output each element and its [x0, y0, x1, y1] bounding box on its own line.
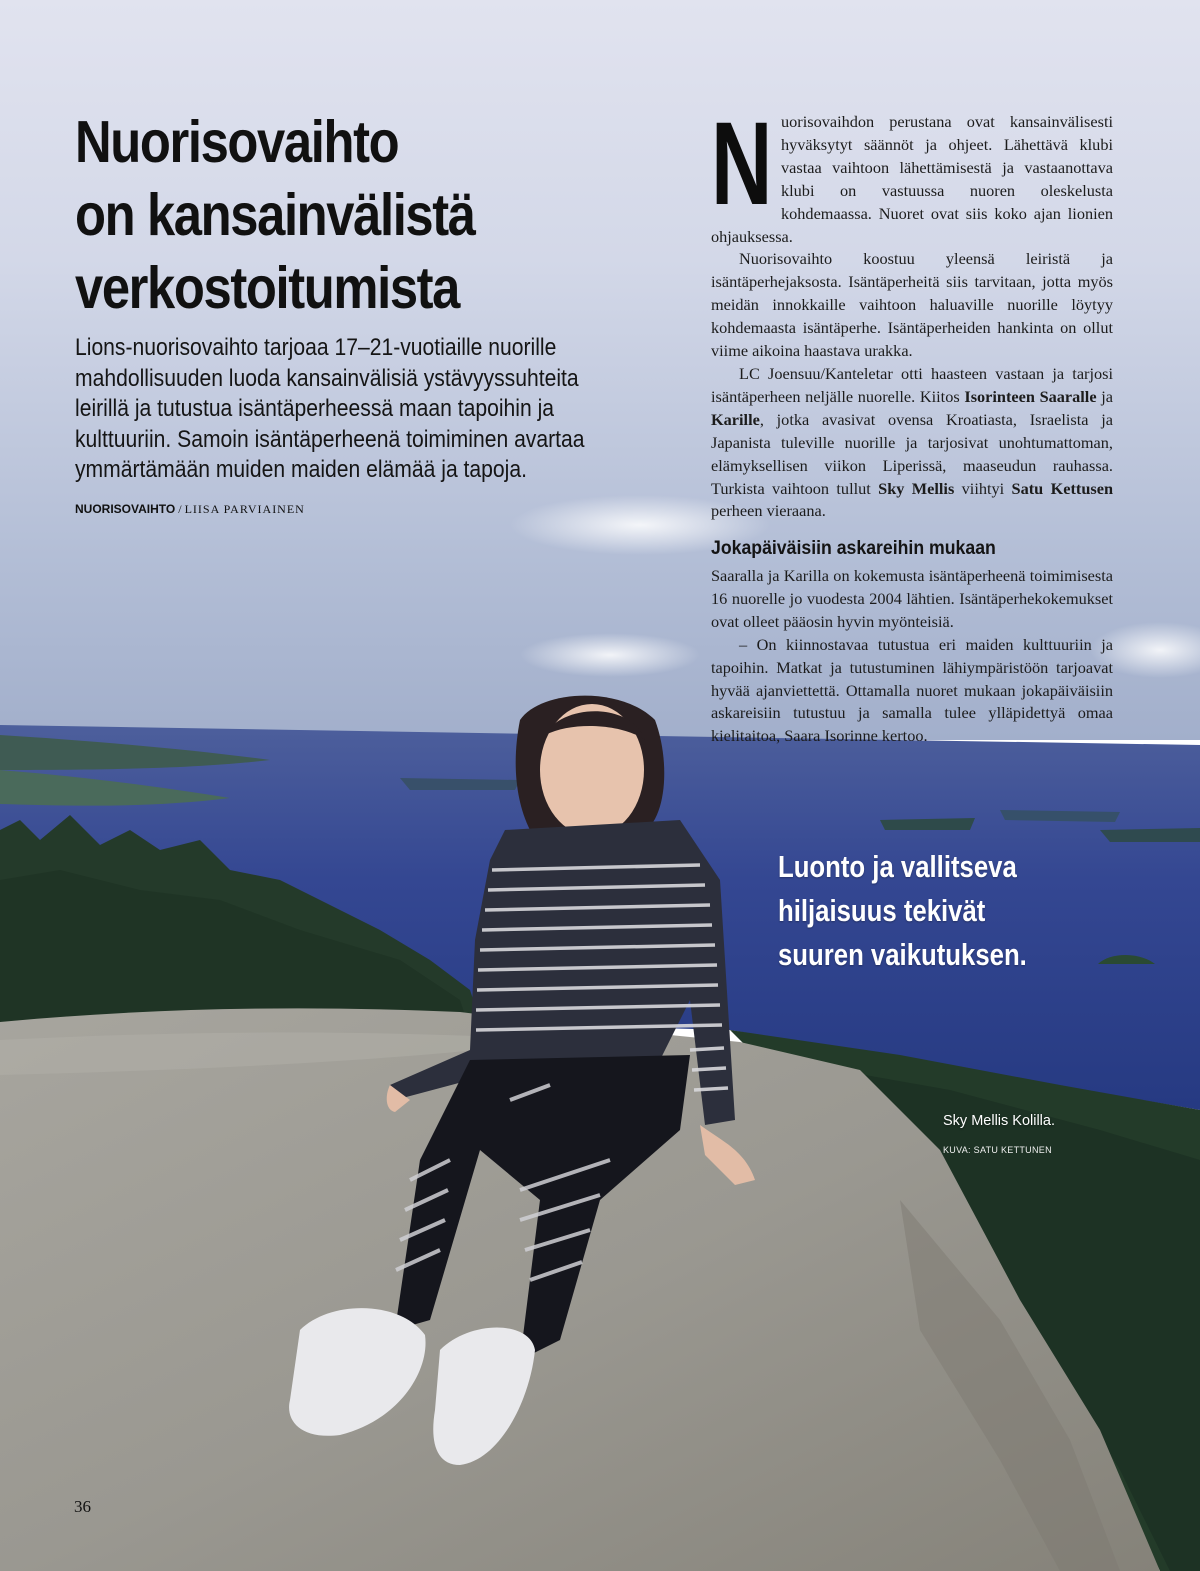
quote-line-2: hiljaisuus tekivät: [778, 893, 986, 928]
quote-line-3: suuren vaikutuksen.: [778, 937, 1027, 972]
body-paragraph-2: Nuorisovaihto koostuu yleensä leiristä ja isäntäperhejaksosta. Isäntäperheitä siis tarvitaan, jotta myös meidän innokkaille vaihtoon haluaville nuorille löytyy kohdemaasta isäntäperhe. Isäntäperheiden hankinta on ollut viime aikoina haastava urakka.: [711, 249, 1113, 361]
p3-bold-3: Sky Mellis: [878, 478, 955, 498]
photo-caption: Sky Mellis Kolilla.: [943, 1113, 1055, 1129]
p3-bold-4: Satu Kettusen: [1011, 478, 1113, 498]
p3-text-5: perheen vieraana.: [711, 501, 826, 521]
p3-bold-1: Isorinteen Saaralle: [964, 386, 1097, 406]
byline-author: LIISA PARVIAINEN: [184, 502, 305, 516]
byline: [75, 502, 305, 517]
paragraph-1-text: uorisovaihdon perustana ovat kansainvälisesti hyväksytyt säännöt ja ohjeet. Lähettävä klubi vastaa vaihtoon lähettämisestä ja vastaanottava klubi on vastuussa nuoren oleskelusta kohdemaassa. Nuoret ovat siis koko ajan lionien ohjauksessa.: [711, 112, 1113, 246]
article-body-column: [711, 98, 1113, 523]
pull-quote: [778, 845, 1052, 977]
p3-text-2: ja: [1096, 386, 1113, 406]
p3-text-1: LC Joensuu/Kanteletar otti haasteen vastaan ja tarjosi isäntäperheen neljälle nuorelle. Kiitos: [711, 363, 1113, 406]
title-line-3: verkostoitumista: [75, 255, 460, 321]
title-line-1: Nuorisovaihto: [75, 109, 399, 175]
body-paragraph-3: [711, 363, 1113, 523]
byline-separator: /: [178, 502, 182, 516]
title-line-2: on kansainvälistä: [75, 182, 475, 248]
p3-text-4: viihtyi: [954, 478, 1012, 498]
body-paragraph-5: – On kiinnostavaa tutustua eri maiden kulttuuriin ja tapoihin. Matkat ja tutustuminen lähiympäristöön tarjoavat hyvää ajanviettettä. Ottamalla nuoret mukaan jokapäiväisiin askareisiin tutustuu ja samalla tulee ylläpidettyä omaa kielitaitoa, Saara Isorinne kertoo.: [711, 634, 1113, 746]
p3-bold-2: Karille: [711, 409, 760, 429]
body-paragraph-4: Saaralla ja Karilla on kokemusta isäntäperheenä toimimisesta 16 nuorelle jo vuodesta 2004 lähtien. Isäntäperhekokemukset ovat olleet pääosin hyvin myönteisiä.: [711, 566, 1113, 631]
drop-cap: N: [711, 98, 773, 230]
article-title: [75, 106, 591, 325]
article-lead: Lions-nuorisovaihto tarjoaa 17–21-vuotiaille nuorille mahdollisuuden luoda kansainvälisiä ystävyyssuhteita leirillä ja tutustua isäntäperheessä maan tapoihin ja kulttuuriin. Samoin isäntäperheenä toimiminen avartaa ymmärtämään muiden maiden elämää ja tapoja.: [75, 334, 585, 483]
photo-credit: KUVA: SATU KETTUNEN: [943, 1145, 1052, 1155]
page-number: 36: [74, 1497, 91, 1516]
article-subhead: Jokapäiväisiin askareihin mukaan: [711, 538, 996, 559]
byline-section: NUORISOVAIHTO: [75, 502, 176, 516]
quote-line-1: Luonto ja vallitseva: [778, 849, 1017, 884]
article-body-column-2: [711, 565, 1113, 748]
p3-text-3: , jotka avasivat ovensa Kroatiasta, Israelista ja Japanista tuleville nuorille ja tarjosivat unohtumattoman, elämyksellisen viikon Liperissä, maaseudun rauhassa. Turkista vaihtoon tullut: [711, 409, 1113, 498]
